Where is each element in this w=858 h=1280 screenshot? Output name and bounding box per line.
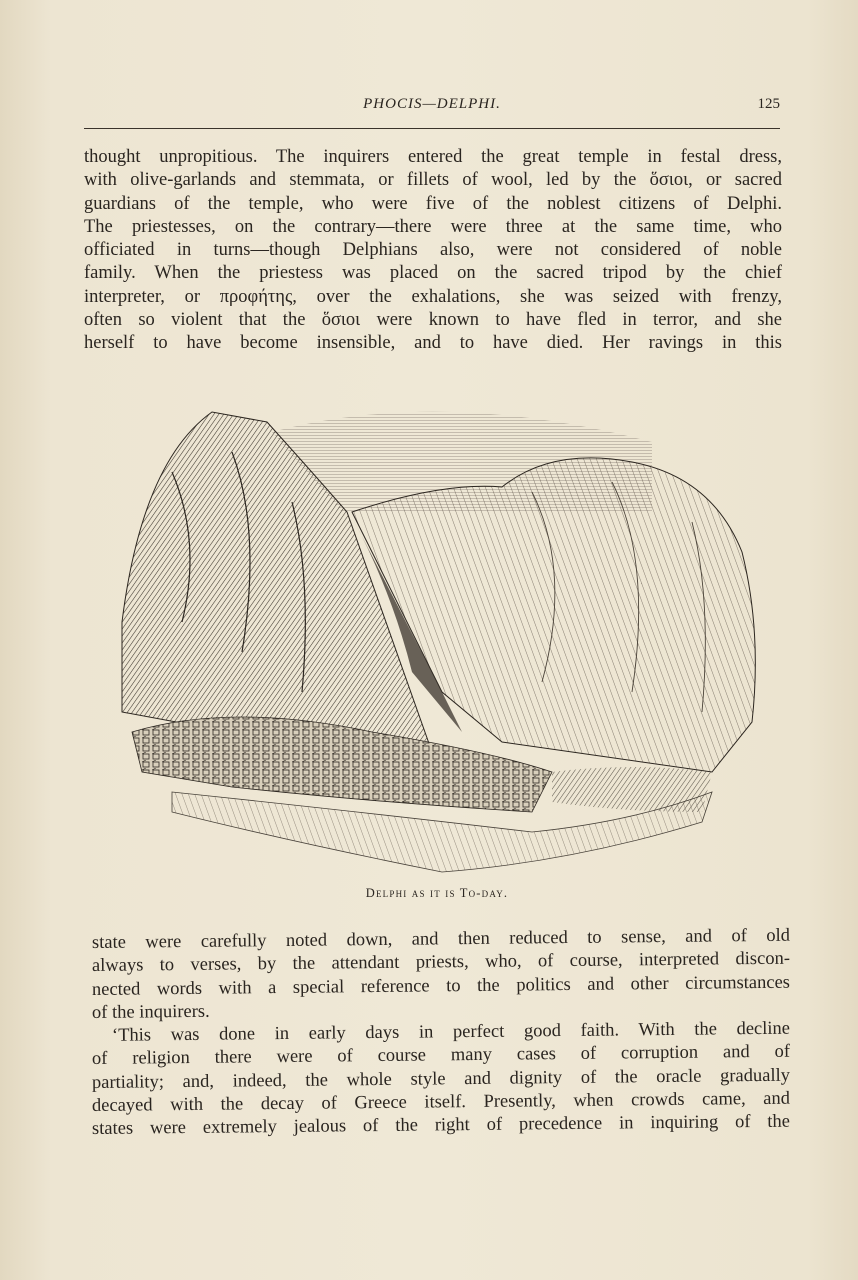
- text-line: thought unpropitious. The inquirers entered the great temple in festal dress,: [84, 147, 782, 167]
- figure-caption: [112, 886, 762, 901]
- text-line: decayed with the decay of Greece itself. Presently, when crowds came, and: [91, 1088, 791, 1117]
- text-line: partiality; and, indeed, the whole style and dignity of the oracle gradually: [91, 1065, 791, 1093]
- bottom-paragraph: [91, 925, 791, 1142]
- text-line: of religion there were of course many cases of corruption and of: [91, 1042, 791, 1070]
- engraving-illustration: [112, 392, 762, 878]
- text-line: often so violent that the ὅσιοι were known to have fled in terror, and she: [84, 310, 782, 331]
- text-line: herself to have become insensible, and to have died. Her ravings in this: [84, 333, 782, 354]
- top-paragraph: [84, 146, 782, 356]
- text-line: always to verses, by the attendant priests, who, of course, interpreted discon-: [91, 948, 791, 977]
- running-head: PHOCIS—DELPHI.: [363, 96, 501, 112]
- text-line: of the inquirers.: [91, 1001, 210, 1023]
- text-line: with olive-garlands and stemmata, or fillets of wool, led by the ὅσιοι, or sacred: [84, 170, 782, 191]
- text-line: family. When the priestess was placed on the sacred tripod by the chief: [84, 263, 782, 284]
- text-line: interpreter, or προφήτης, over the exhalations, she was seized with frenzy,: [84, 286, 782, 307]
- page-header: [84, 96, 780, 122]
- page-number: 125: [757, 96, 780, 112]
- text-line: ‘This was done in early days in perfect good faith. With the decline: [111, 1018, 791, 1046]
- caption-text: Delphi as it is To-day.: [365, 886, 509, 900]
- text-line: officiated in turns—though Delphians also, were not considered of noble: [84, 240, 782, 261]
- text-line: nected words with a special reference to the politics and other circumstances: [91, 972, 791, 1000]
- text-line: state were carefully noted down, and then reduced to sense, and of old: [91, 925, 791, 953]
- header-rule: [84, 128, 780, 129]
- delphi-engraving: [112, 392, 762, 878]
- text-line: The priestesses, on the contrary—there were three at the same time, who: [84, 216, 782, 237]
- text-line: guardians of the temple, who were five of the noblest citizens of Delphi.: [84, 193, 782, 214]
- text-line: states were extremely jealous of the right of precedence in inquiring of the: [91, 1112, 791, 1140]
